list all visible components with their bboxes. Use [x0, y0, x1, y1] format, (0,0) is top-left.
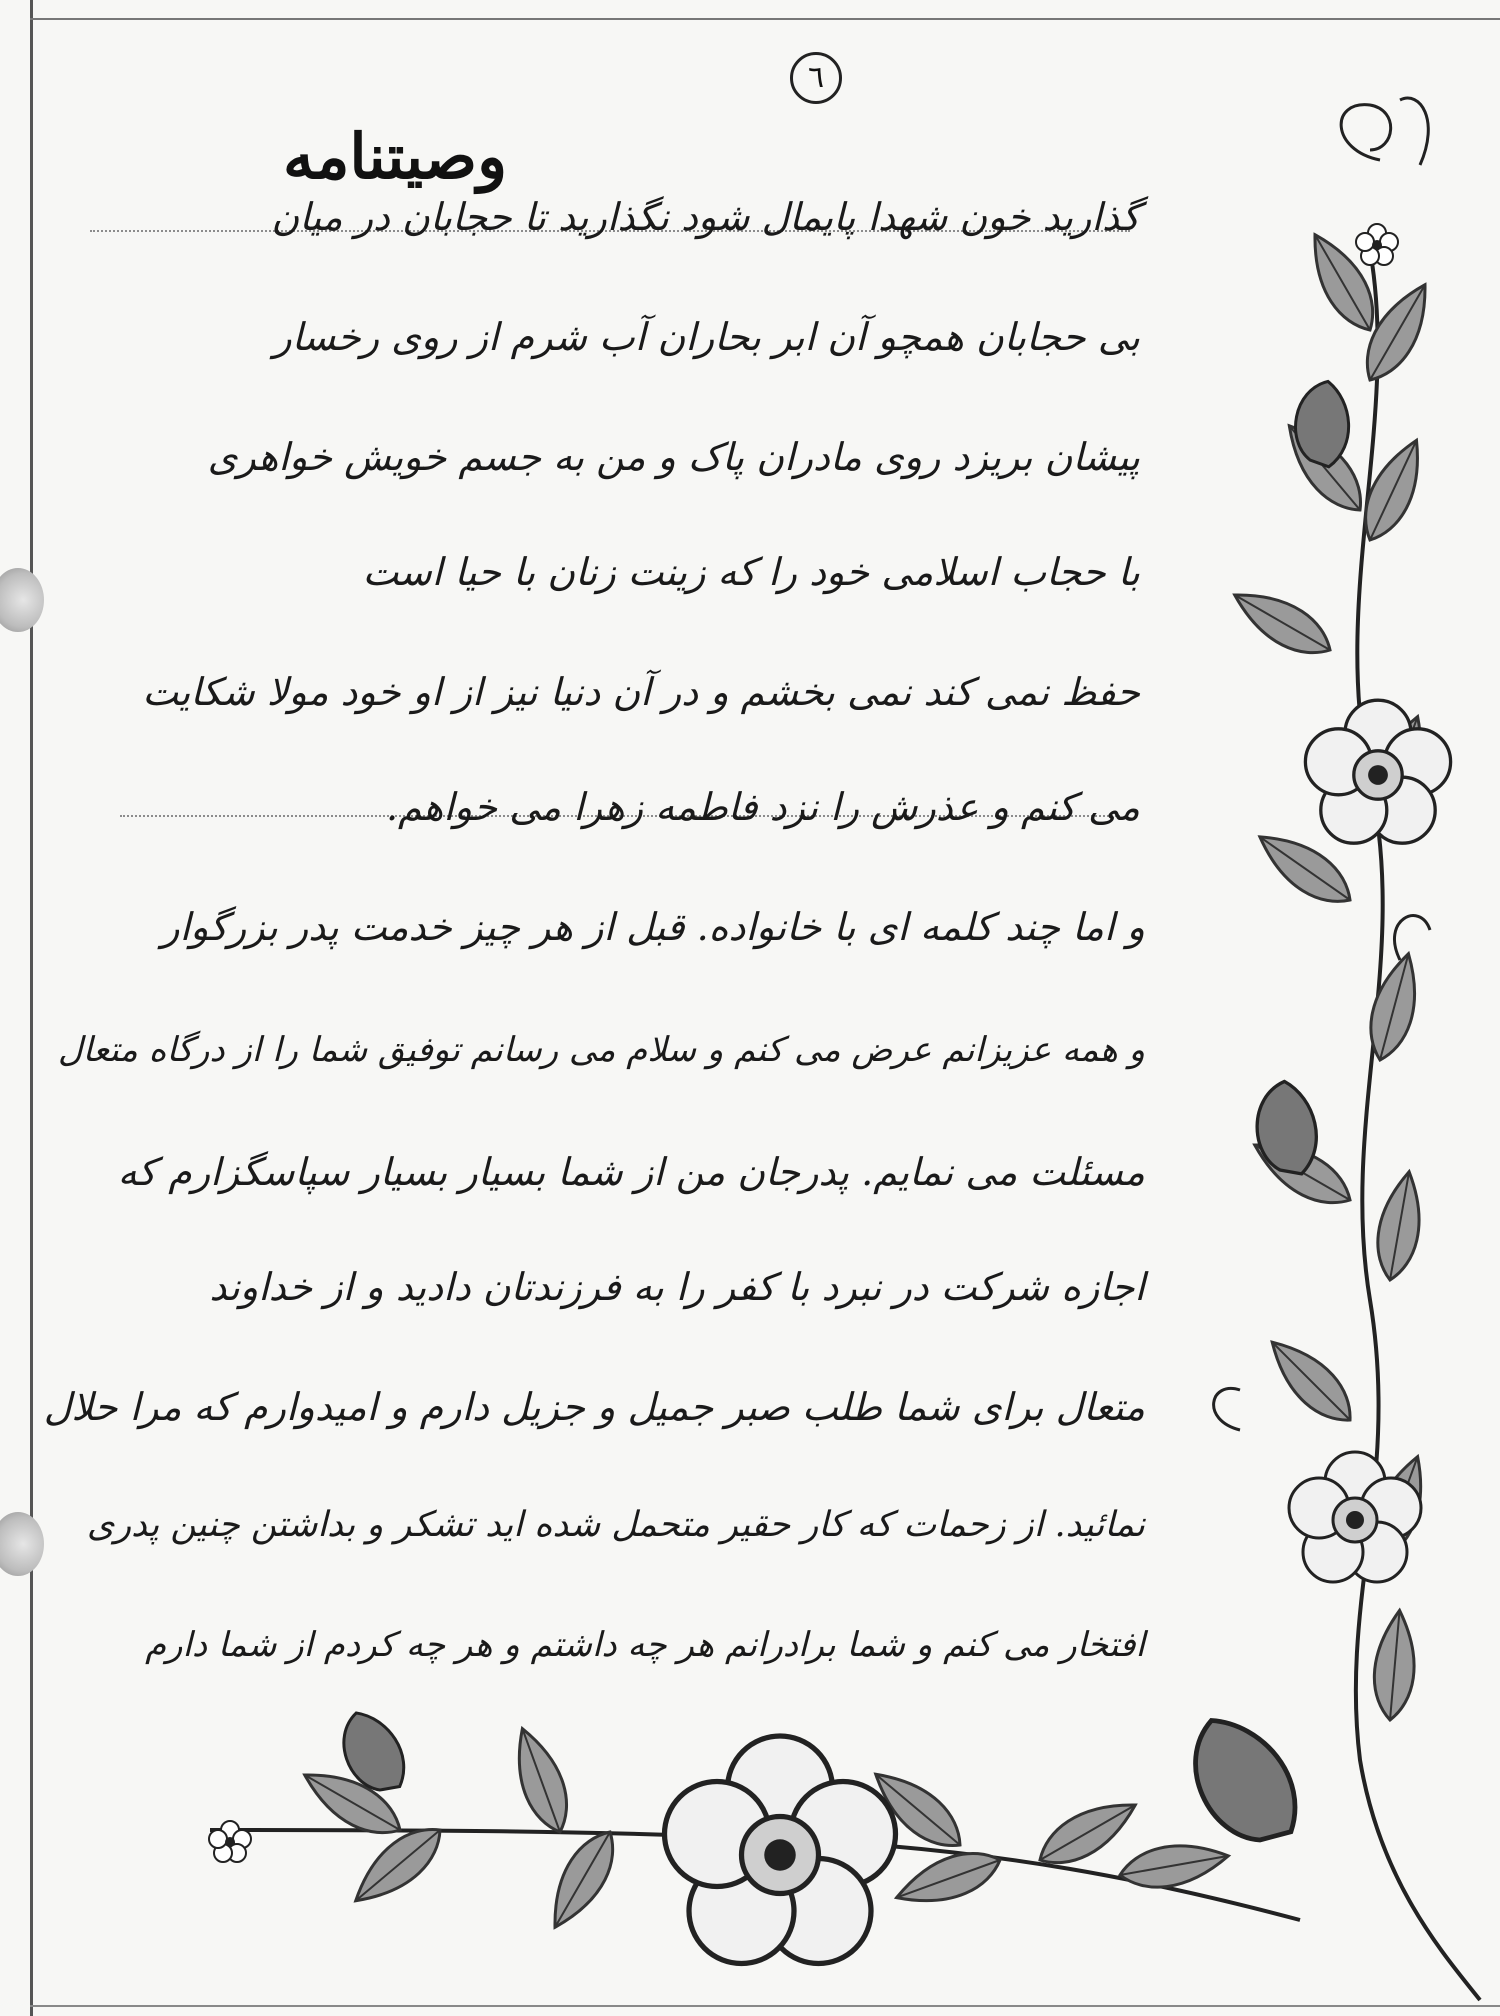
- text-line-12: نمائید. از زحمات که کار حقیر متحمل شده اید تشکر و بداشتن چنین پدری: [86, 1505, 1145, 1545]
- text-line-10: اجازه شرکت در نبرد با کفر را به فرزندتان دادید و از خداوند: [209, 1265, 1145, 1309]
- text-line-1: گذارید خون شهدا پایمال شود نگذارید تا حجابان در میان: [271, 195, 1140, 239]
- text-line-2: بی حجابان همچو آن ابر بحاران آب شرم از روی رخسار: [273, 315, 1140, 359]
- text-line-5: حفظ نمی کند نمی بخشم و در آن دنیا نیز از او خود مولا شکایت: [142, 670, 1140, 714]
- text-line-4: با حجاب اسلامی خود را که زینت زنان با حیا است: [362, 550, 1140, 594]
- text-line-11: متعال برای شما طلب صبر جمیل و جزیل دارم و امیدوارم که مرا حلال: [43, 1385, 1145, 1429]
- text-line-3: پیشان بریزد روی مادران پاک و من به جسم خویش خواهری: [207, 435, 1140, 479]
- text-line-8: و همه عزیزانم عرض می کنم و سلام می رسانم توفیق شما را از درگاه متعال: [57, 1030, 1145, 1070]
- page-number: ٦: [790, 52, 842, 104]
- text-line-6: می کنم و عذرش را نزد فاطمه زهرا می خواهم.: [385, 785, 1140, 829]
- text-line-9: مسئلت می نمایم. پدرجان من از شما بسیار بسیار سپاسگزارم که: [117, 1150, 1145, 1194]
- page-title: وصیتنامه: [282, 120, 508, 193]
- text-line-13: افتخار می کنم و شما برادرانم هر چه داشتم و هر چه کردم از شما دارم: [145, 1625, 1145, 1665]
- text-line-7: و اما چند کلمه ای با خانواده. قبل از هر چیز خدمت پدر بزرگوار: [161, 905, 1145, 949]
